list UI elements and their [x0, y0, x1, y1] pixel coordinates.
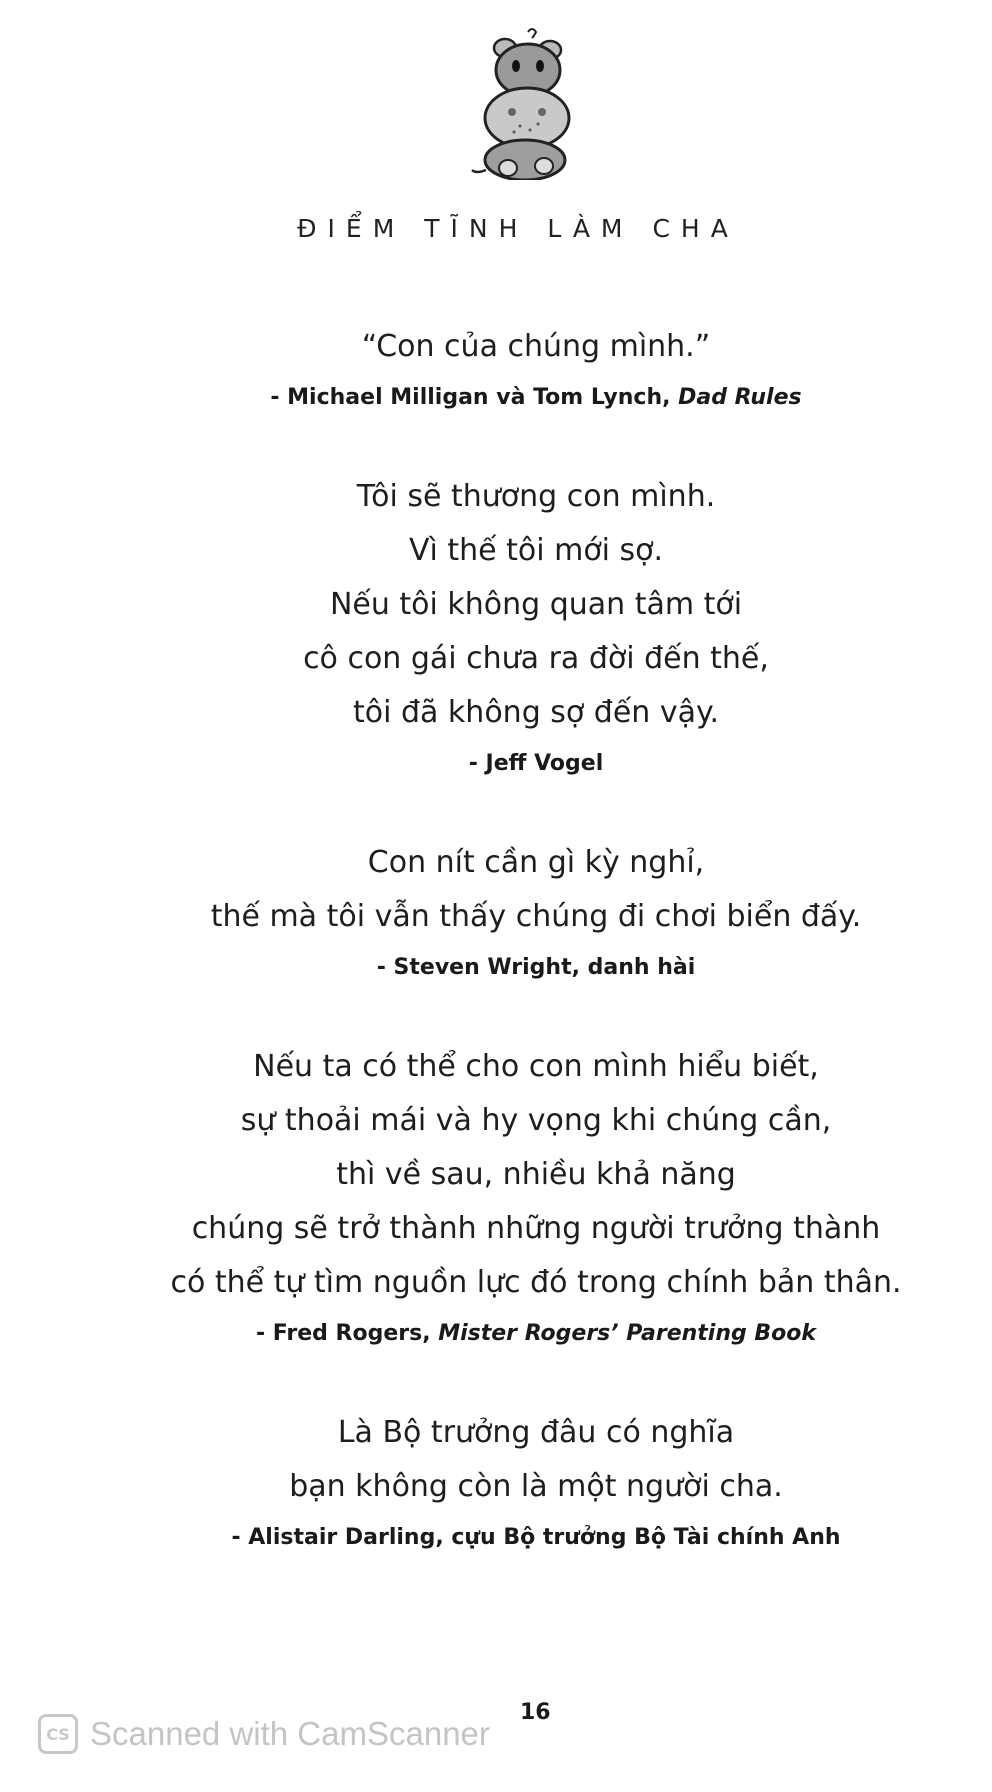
camscanner-watermark [38, 1712, 490, 1756]
quotes-list [80, 320, 992, 1558]
quote-block [80, 836, 992, 988]
quote-attribution [80, 948, 992, 988]
attribution-work: Dad Rules [678, 385, 802, 410]
quote-attribution [80, 378, 992, 418]
quote-attribution [80, 1518, 992, 1558]
hippo-illustration [470, 26, 580, 180]
quote-line: Nếu tôi không quan tâm tới [329, 587, 743, 622]
quote-line: chúng sẽ trở thành những người trưởng thành [191, 1211, 881, 1246]
quote-line: tôi đã không sợ đến vậy. [352, 695, 719, 730]
quote-line: thế mà tôi vẫn thấy chúng đi chơi biển đấy. [210, 899, 862, 934]
quote-attribution [80, 744, 992, 784]
quote-attribution [80, 1314, 992, 1354]
quote-line: Là Bộ trưởng đâu có nghĩa [337, 1415, 735, 1450]
quote-line: có thể tự tìm nguồn lực đó trong chính bản thân. [170, 1265, 902, 1300]
attribution-author: - Fred Rogers, [255, 1321, 439, 1346]
quote-line: cô con gái chưa ra đời đến thế, [303, 641, 769, 676]
quote-line: thì về sau, nhiều khả năng [336, 1157, 736, 1192]
page-number: 16 [520, 1700, 551, 1725]
quote-line: Tôi sẽ thương con mình. [356, 479, 716, 514]
attribution-author: - Michael Milligan và Tom Lynch, [270, 385, 679, 410]
quote-block [80, 320, 992, 418]
quote-line: sự thoải mái và hy vọng khi chúng cần, [240, 1103, 832, 1138]
quote-line: Nếu ta có thể cho con mình hiểu biết, [253, 1049, 819, 1084]
attribution-author: - Jeff Vogel [468, 751, 604, 776]
attribution-work: Mister Rogers’ Parenting Book [438, 1321, 817, 1346]
quote-line: “Con của chúng mình.” [361, 329, 711, 364]
camscanner-logo-icon: CS [38, 1714, 78, 1754]
quote-block [80, 1040, 992, 1354]
quote-line: Vì thế tôi mới sợ. [408, 533, 664, 568]
attribution-author: - Steven Wright, danh hài [376, 955, 696, 980]
quote-line: bạn không còn là một người cha. [289, 1469, 783, 1504]
quote-block [80, 470, 992, 784]
quote-block [80, 1406, 992, 1558]
quote-line: Con nít cần gì kỳ nghỉ, [367, 845, 705, 880]
attribution-author: - Alistair Darling, cựu Bộ trưởng Bộ Tài chính Anh [231, 1525, 841, 1550]
chapter-title: ĐIỂM TĨNH LÀM CHA [297, 214, 739, 243]
watermark-text: Scanned with CamScanner [90, 1715, 490, 1752]
